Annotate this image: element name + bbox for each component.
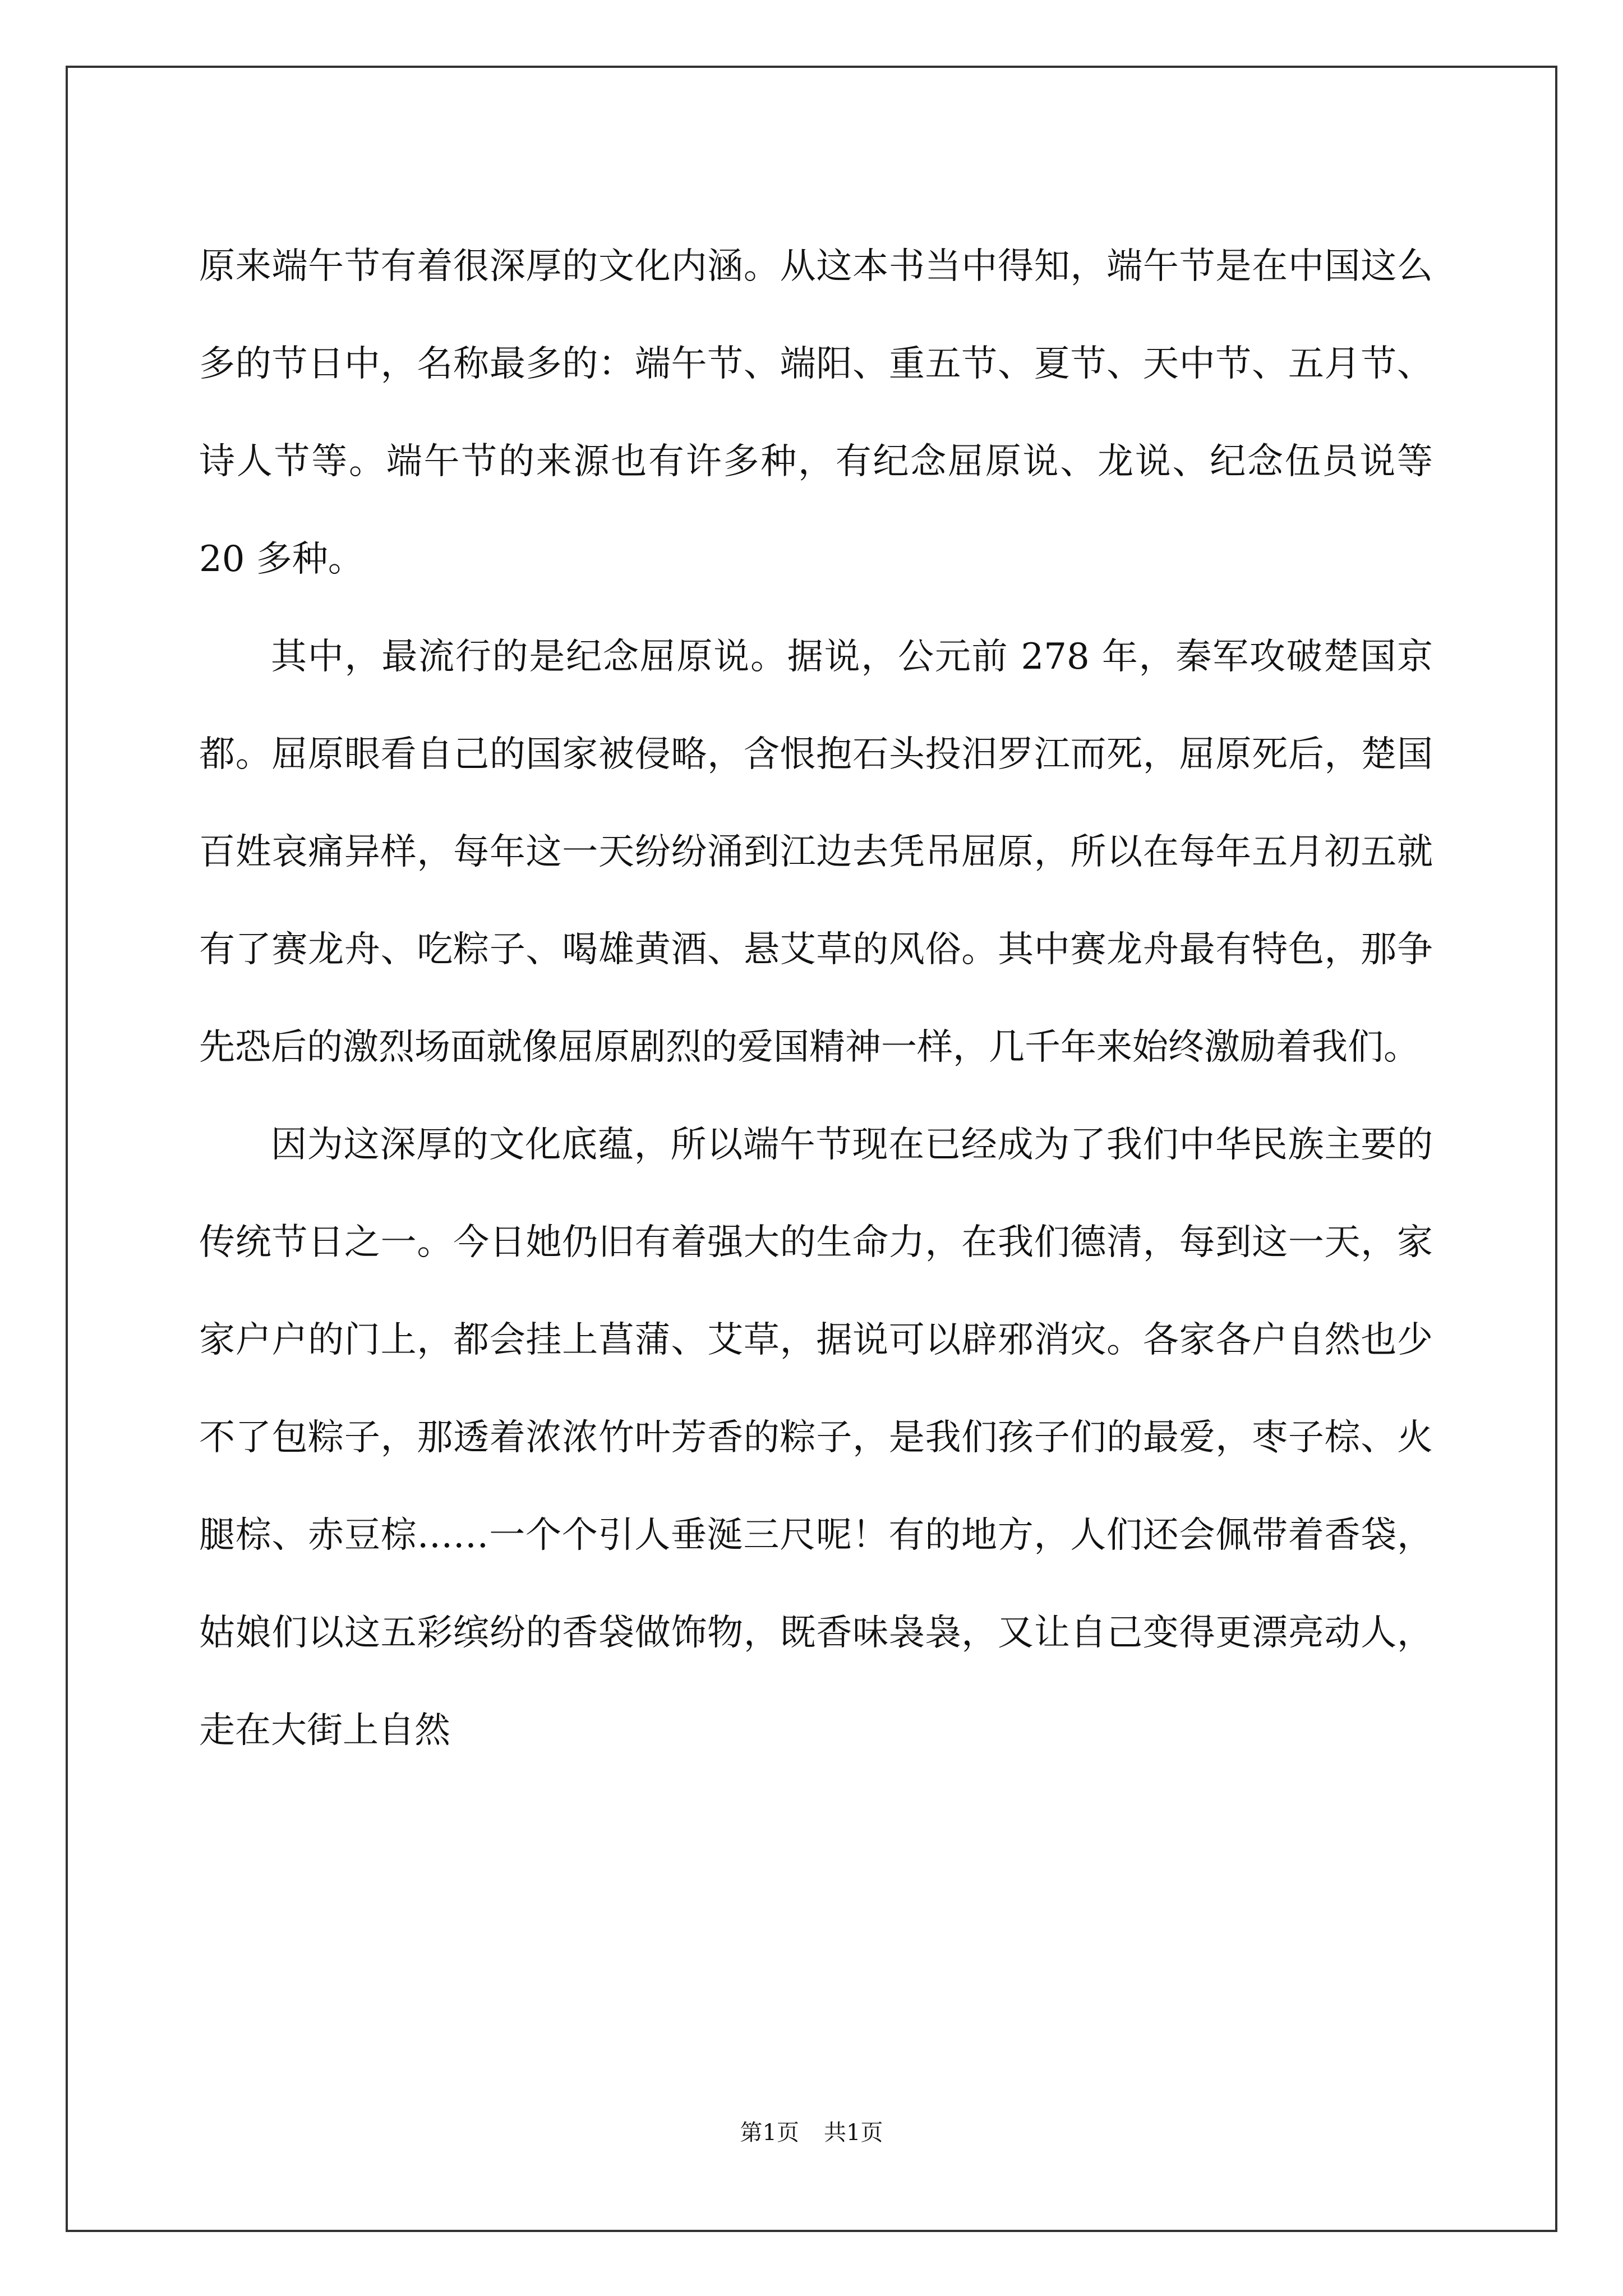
page-footer: [0, 2115, 1623, 2147]
paragraph-2: 其中，最流行的是纪念屈原说。据说，公元前 278 年，秦军攻破楚国京都。屈原眼看自己的国家被侵略，含恨抱石头投汨罗江而死，屈原死后，楚国百姓哀痛异样，每年这一天纷纷涌到江边去凭吊屈原，所以在每年五月初五就有了赛龙舟、吃粽子、喝雄黄酒、悬艾草的风俗。其中赛龙舟最有特色，那争先恐后的激烈场面就像屈原剧烈的爱国精神一样，几千年来始终激励着我们。: [199, 636, 1433, 1068]
page-number: 第1页: [740, 2120, 799, 2146]
paragraph-3: 因为这深厚的文化底蕴，所以端午节现在已经成为了我们中华民族主要的传统节日之一。今日她仍旧有着强大的生命力，在我们德清，每到这一天，家家户户的门上，都会挂上菖蒲、艾草，据说可以辟邪消灾。各家各户自然也少不了包粽子，那透着浓浓竹叶芳香的粽子，是我们孩子们的最爱，枣子棕、火腿棕、赤豆棕……一个个引人垂涎三尺呢！有的地方，人们还会佩带着香袋，姑娘们以这五彩缤纷的香袋做饰物，既香味袅袅，又让自己变得更漂亮动人，走在大街上自然: [199, 1124, 1433, 1751]
paragraph-1: 原来端午节有着很深厚的文化内涵。从这本书当中得知，端午节是在中国这么多的节日中，名称最多的：端午节、端阳、重五节、夏节、天中节、五月节、诗人节等。端午节的来源也有许多种，有纪念屈原说、龙说、纪念伍员说等 20 多种。: [199, 246, 1433, 580]
page-total: 共1页: [824, 2120, 883, 2146]
document-body: [199, 218, 1433, 1779]
